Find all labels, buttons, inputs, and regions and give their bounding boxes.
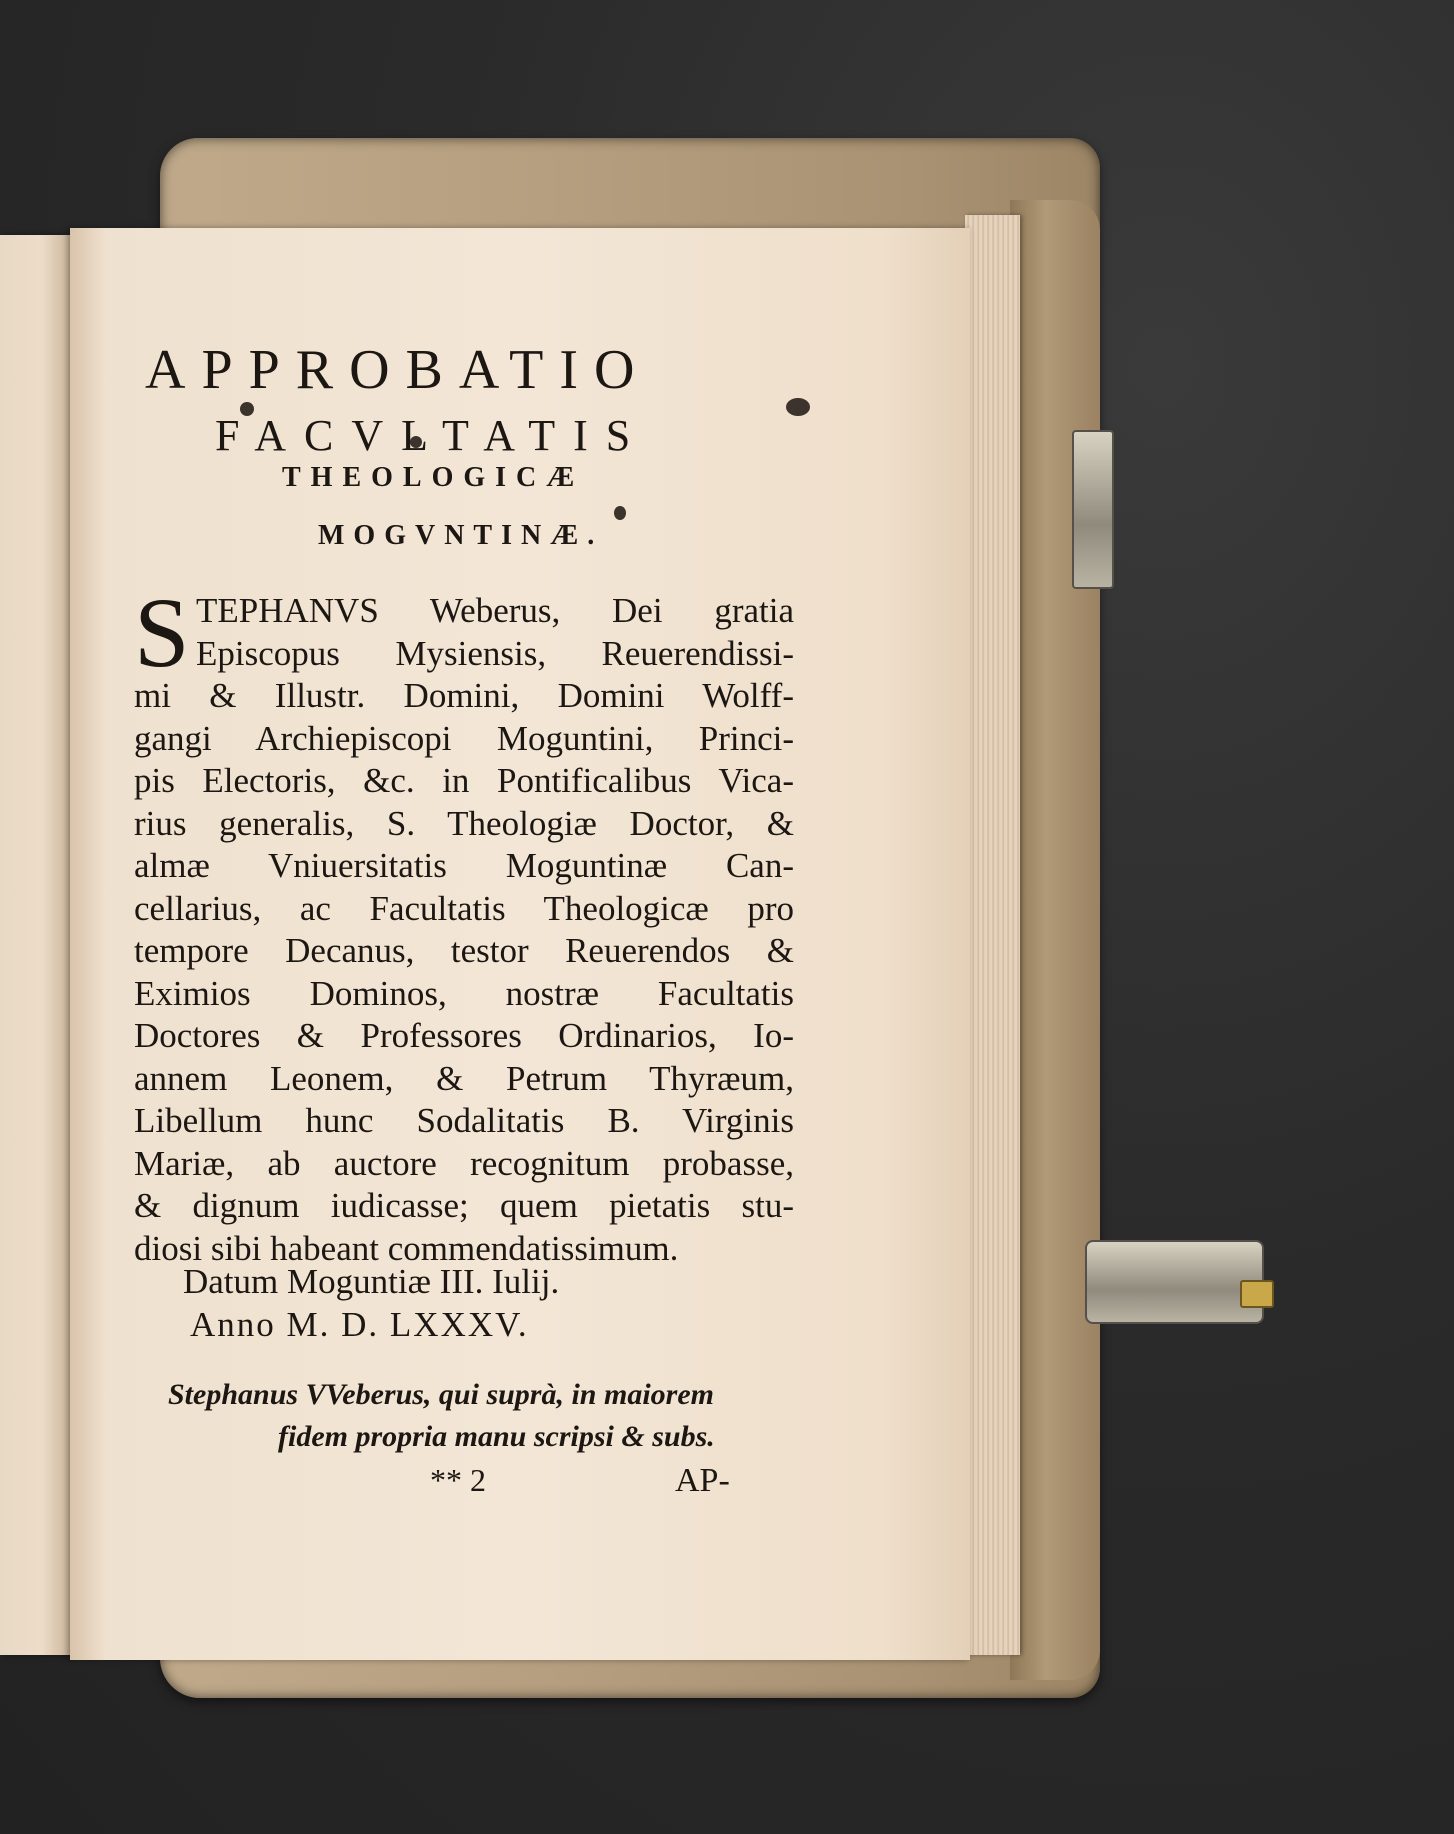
date-line: Datum Moguntiæ III. Iulij. [183,1262,560,1301]
body-line: pis Electoris, &c. in Pontificalibus Vica- [134,761,794,800]
book-fore-edge-board [1010,200,1100,1680]
body-line: tempore Decanus, testor Reuerendos & [134,931,794,970]
signature-mark: ** 2 [430,1462,486,1498]
clasp-pin [1240,1280,1274,1308]
body-line: mi & Illustr. Domini, Domini Wolff- [134,676,794,715]
heading-moguntinae: MOGVNTINÆ. [318,520,604,551]
year-line: Anno M. D. LXXXV. [190,1305,529,1344]
body-line: Episcopus Mysiensis, Reuerendissi- [196,633,794,673]
worm-hole [786,398,810,416]
heading-theologicae: THEOLOGICÆ [282,462,585,493]
body-line: Libellum hunc Sodalitatis B. Virginis [134,1101,794,1140]
body-line: annem Leonem, & Petrum Thyræum, [134,1058,794,1098]
clasp-top [1072,430,1114,589]
approbation-body [134,577,794,1270]
page-block-edges [965,215,1020,1655]
body-line: rius generalis, S. Theologiæ Doctor, & [134,803,794,843]
heading-approbatio: APPROBATIO [145,339,651,401]
catchword: AP- [675,1462,730,1499]
body-line: Eximios Dominos, nostræ Facultatis [134,973,794,1013]
signature-line-2: fidem propria manu scripsi & subs. [278,1420,715,1453]
body-line: diosi sibi habeant commendatissimum. [134,1228,679,1268]
body-line: almæ Vniuersitatis Moguntinæ Can- [134,846,794,885]
drop-capital: S [134,577,190,688]
body-line: cellarius, ac Facultatis Theologicæ pro [134,888,794,928]
worm-hole [614,506,626,520]
heading-facultatis: FACVLTATIS [215,411,649,460]
body-line: & dignum iudicasse; quem pietatis stu- [134,1186,794,1225]
body-line: TEPHANVS Weberus, Dei gratia [196,591,794,630]
clasp-bottom [1085,1240,1264,1324]
body-line: Doctores & Professores Ordinarios, Io- [134,1016,794,1055]
left-facing-page [0,235,70,1655]
body-line: Mariæ, ab auctore recognitum probasse, [134,1143,794,1183]
body-line: gangi Archiepiscopi Moguntini, Princi- [134,718,794,758]
signature-line-1: Stephanus VVeberus, qui suprà, in maiorem [168,1378,714,1411]
